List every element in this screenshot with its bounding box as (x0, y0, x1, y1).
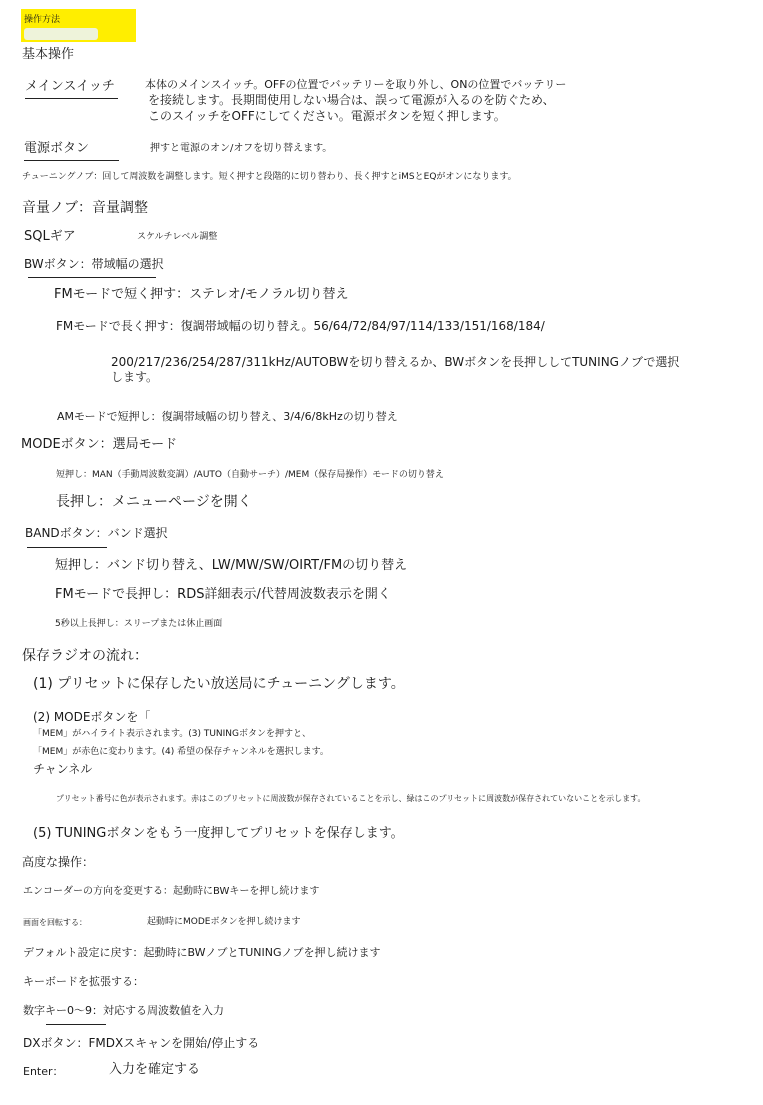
band-short-press: 短押し：バンド切り替え、LW/MW/SW/OIRT/FMの切り替え (55, 558, 408, 573)
power-button-desc: 押すと電源のオン/オフを切り替えます。 (150, 143, 333, 154)
sql-gear-desc: スケルチレベル調整 (137, 232, 218, 242)
power-button-underline (24, 160, 119, 161)
title-highlight-fade (24, 28, 98, 40)
power-button-label: 電源ボタン (24, 141, 90, 156)
volume-knob-heading: 音量ノブ：音量調整 (22, 200, 148, 216)
section-heading-basic: 基本操作 (22, 47, 75, 62)
save-step-2: (2) MODEボタンを「 (33, 710, 151, 724)
mode-long-press: 長押し：メニューページを開く (56, 494, 252, 510)
band-button-heading: BANDボタン：バンド選択 (25, 526, 168, 540)
mode-button-heading: MODEボタン：選局モード (21, 437, 178, 452)
advanced-heading: 高度な操作： (22, 855, 95, 869)
advanced-digit-keys: 数字キー0〜9：対応する周波数値を入力 (23, 1004, 224, 1017)
save-step-2-line-2: 「MEM」がハイライト表示されます。(3) TUNINGボタンを押すと、 (33, 729, 312, 739)
save-step-2-line-3: 「MEM」が赤色に変わります。(4) 希望の保存チャンネルを選択します。 (33, 747, 329, 757)
main-switch-label: メインスイッチ (25, 79, 115, 94)
save-flow-heading: 保存ラジオの流れ： (22, 648, 148, 664)
tuning-knob-desc: チューニングノブ：回して周波数を調整します。短く押すと段階的に切り替わり、長く押すとiMSとEQがオンになります。 (22, 172, 517, 182)
advanced-encoder: エンコーダーの方向を変更する：起動時にBWキーを押し続けます (23, 886, 320, 897)
main-switch-desc-1: 本体のメインスイッチ。OFFの位置でバッテリーを取り外し、ONの位置でバッテリー (145, 78, 567, 91)
bw-button-underline (28, 277, 156, 278)
main-switch-desc-3: このスイッチをOFFにしてください。電源ボタンを短く押します。 (148, 109, 506, 123)
band-fm-long-press: FMモードで長押し：RDS詳細表示/代替周波数表示を開く (55, 587, 391, 602)
page-title: 操作方法 (24, 15, 61, 25)
digit-keys-underline (46, 1024, 106, 1025)
advanced-rotate-desc: 起動時にMODEボタンを押し続けます (147, 917, 301, 927)
advanced-enter-label: Enter： (23, 1065, 64, 1078)
main-switch-desc-2: を接続します。長期間使用しない場合は、誤って電源が入るのを防ぐため、 (148, 93, 555, 107)
save-preset-note: プリセット番号に色が表示されます。赤はこのプリセットに周波数が保存されていることを示し、緑はこのプリセットに周波数が保存されていないことを示します。 (56, 794, 646, 803)
bw-am-short: AMモードで短押し：復調帯域幅の切り替え、3/4/6/8kHzの切り替え (57, 410, 398, 423)
bw-button-heading: BWボタン：帯域幅の選択 (24, 257, 164, 271)
advanced-keyboard: キーボードを拡張する： (23, 975, 144, 988)
bw-fm-long-1: FMモードで長く押す：復調帯域幅の切り替え。56/64/72/84/97/114/133/151/168/184/ (56, 319, 545, 333)
save-step-1: (1) プリセットに保存したい放送局にチューニングします。 (33, 676, 405, 692)
save-step-5: (5) TUNINGボタンをもう一度押してプリセットを保存します。 (33, 826, 404, 841)
advanced-defaults: デフォルト設定に戻す：起動時にBWノブとTUNINGノブを押し続けます (23, 946, 381, 959)
main-switch-underline (25, 98, 118, 99)
save-channel-label: チャンネル (33, 762, 93, 776)
band-five-sec-press: 5秒以上長押し：スリープまたは休止画面 (55, 619, 223, 629)
advanced-enter-desc: 入力を確定する (109, 1062, 201, 1077)
band-button-underline (27, 547, 107, 548)
bw-fm-long-2: 200/217/236/254/287/311kHz/AUTOBWを切り替えるか、BWボタンを長押ししてTUNINGノブで選択します。 (111, 355, 680, 384)
mode-short-press: 短押し：MAN（手動周波数変調）/AUTO（自動サーチ）/MEM（保存局操作）モードの切り替え (56, 470, 444, 480)
advanced-rotate-label: 画面を回転する： (23, 918, 87, 927)
bw-fm-short: FMモードで短く押す：ステレオ/モノラル切り替え (54, 287, 349, 302)
sql-gear-label: SQLギア (24, 229, 76, 244)
advanced-dx-button: DXボタン：FMDXスキャンを開始/停止する (23, 1036, 260, 1050)
